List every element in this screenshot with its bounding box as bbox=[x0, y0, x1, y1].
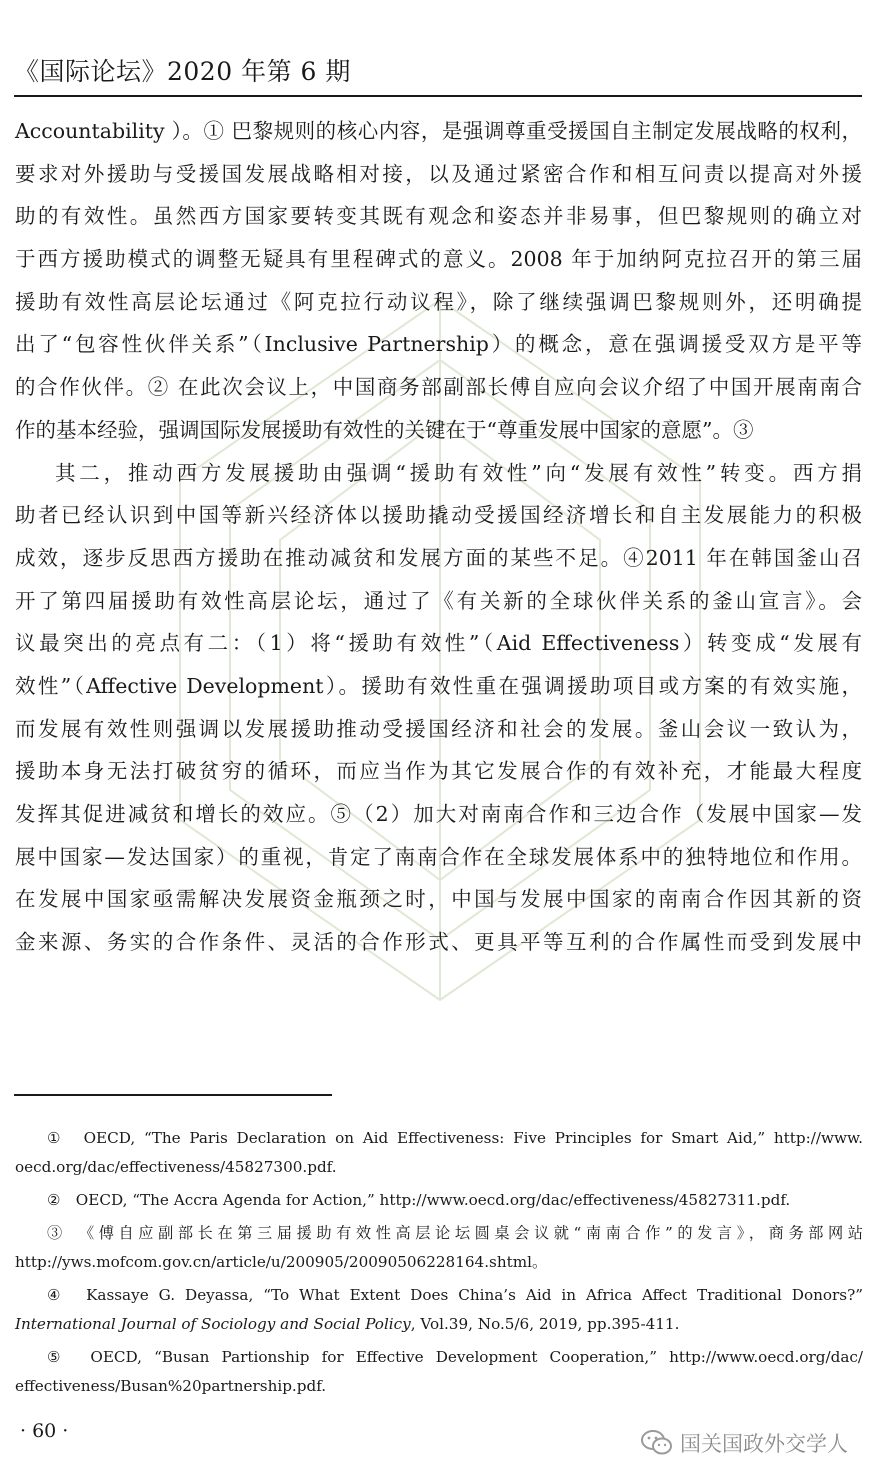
header-divider bbox=[14, 95, 862, 97]
footnote-5-url: effectiveness/Busan%20partnership.pdf. bbox=[15, 1377, 327, 1395]
body-line: 而发展有效性则强调以发展援助推动受援国经济和社会的发展。釜山会议一致认为， bbox=[15, 716, 862, 741]
footnote-divider bbox=[14, 1094, 332, 1096]
body-line: Accountability ）。① 巴黎规则的核心内容，是强调尊重受援国自主制定发展战略的权利， bbox=[15, 119, 862, 143]
body-line: 作的基本经验，强调国际发展援助有效性的关键在于“尊重发展中国家的意愿”。③ bbox=[15, 417, 754, 442]
body-line: 的合作伙伴。② 在此次会议上，中国商务部副部长傅自应向会议介绍了中国开展南南合 bbox=[15, 375, 862, 400]
footnote-1-url: oecd.org/dac/effectiveness/45827300.pdf. bbox=[15, 1158, 337, 1176]
body-line: 援助本身无法打破贫穷的循环，而应当作为其它发展合作的有效补充，才能最大程度 bbox=[15, 759, 862, 784]
wechat-watermark bbox=[640, 1428, 848, 1458]
body-text bbox=[15, 110, 862, 964]
body-line: 援助有效性高层论坛通过《阿克拉行动议程》，除了继续强调巴黎规则外，还明确提 bbox=[15, 289, 862, 314]
footnote-5: ⑤ OECD, “Busan Partionship for Effective Development Cooperation,” http://www.oecd.org/dac/ bbox=[47, 1348, 863, 1366]
body-line: 要求对外援助与受援国发展战略相对接，以及通过紧密合作和相互问责以提高对外援 bbox=[15, 161, 862, 186]
body-line: 议最突出的亮点有二：（1）将“援助有效性”（Aid Effectiveness）转变成“发展有 bbox=[15, 631, 862, 656]
wechat-icon bbox=[640, 1429, 674, 1457]
wechat-account-name: 国关国政外交学人 bbox=[680, 1432, 848, 1456]
body-line: 出了“包容性伙伴关系”（Inclusive Partnership）的概念，意在强调援受双方是平等 bbox=[15, 332, 862, 357]
body-line: 成效，逐步反思西方援助在推动减贫和发展方面的某些不足。④2011 年在韩国釜山召 bbox=[15, 545, 862, 570]
footnote-3-url: http://yws.mofcom.gov.cn/article/u/200905/20090506228164.shtml。 bbox=[15, 1253, 548, 1271]
body-line: 于西方援助模式的调整无疑具有里程碑式的意义。2008 年于加纳阿克拉召开的第三届 bbox=[15, 247, 862, 272]
body-line: 其二，推动西方发展援助由强调“援助有效性”向“发展有效性”转变。西方捐 bbox=[55, 460, 862, 485]
footnote-3: ③ 《傅自应副部长在第三届援助有效性高层论坛圆桌会议就“南南合作”的发言》，商务部网站 bbox=[47, 1224, 863, 1242]
footnote-1: ① OECD, “The Paris Declaration on Aid Effectiveness: Five Principles for Smart Aid,” http://www. bbox=[47, 1129, 863, 1147]
journal-header: 《国际论坛》2020 年第 6 期 bbox=[14, 57, 351, 86]
body-line: 开了第四届援助有效性高层论坛，通过了《有关新的全球伙伴关系的釜山宣言》。会 bbox=[15, 588, 862, 613]
page-number: · 60 · bbox=[20, 1420, 69, 1442]
body-line: 展中国家—发达国家）的重视，肯定了南南合作在全球发展体系中的独特地位和作用。 bbox=[15, 844, 862, 869]
footnote-4: ④ Kassaye G. Deyassa, “To What Extent Does China’s Aid in Africa Affect Traditional Donors?” bbox=[47, 1286, 863, 1304]
footnote-2: ② OECD, “The Accra Agenda for Action,” http://www.oecd.org/dac/effectiveness/45827311.pdf. bbox=[47, 1191, 791, 1209]
body-line: 在发展中国家亟需解决发展资金瓶颈之时，中国与发展中国家的南南合作因其新的资 bbox=[15, 887, 862, 912]
body-line: 发挥其促进减贫和增长的效应。⑤（2）加大对南南合作和三边合作（发展中国家—发 bbox=[15, 802, 862, 826]
footnote-4-source bbox=[15, 1310, 863, 1339]
body-line: 效性”（Affective Development）。援助有效性重在强调援助项目或方案的有效实施， bbox=[15, 673, 862, 698]
citation-details: , Vol.39, No.5/6, 2019, pp.395-411. bbox=[410, 1315, 680, 1333]
body-line: 金来源、务实的合作条件、灵活的合作形式、更具平等互利的合作属性而受到发展中 bbox=[15, 930, 862, 955]
footnotes bbox=[15, 1124, 863, 1401]
body-line: 助的有效性。虽然西方国家要转变其既有观念和姿态并非易事，但巴黎规则的确立对 bbox=[15, 204, 862, 229]
journal-title: International Journal of Sociology and Social Policy bbox=[15, 1315, 411, 1333]
body-line: 助者已经认识到中国等新兴经济体以援助撬动受援国经济增长和自主发展能力的积极 bbox=[15, 503, 862, 528]
